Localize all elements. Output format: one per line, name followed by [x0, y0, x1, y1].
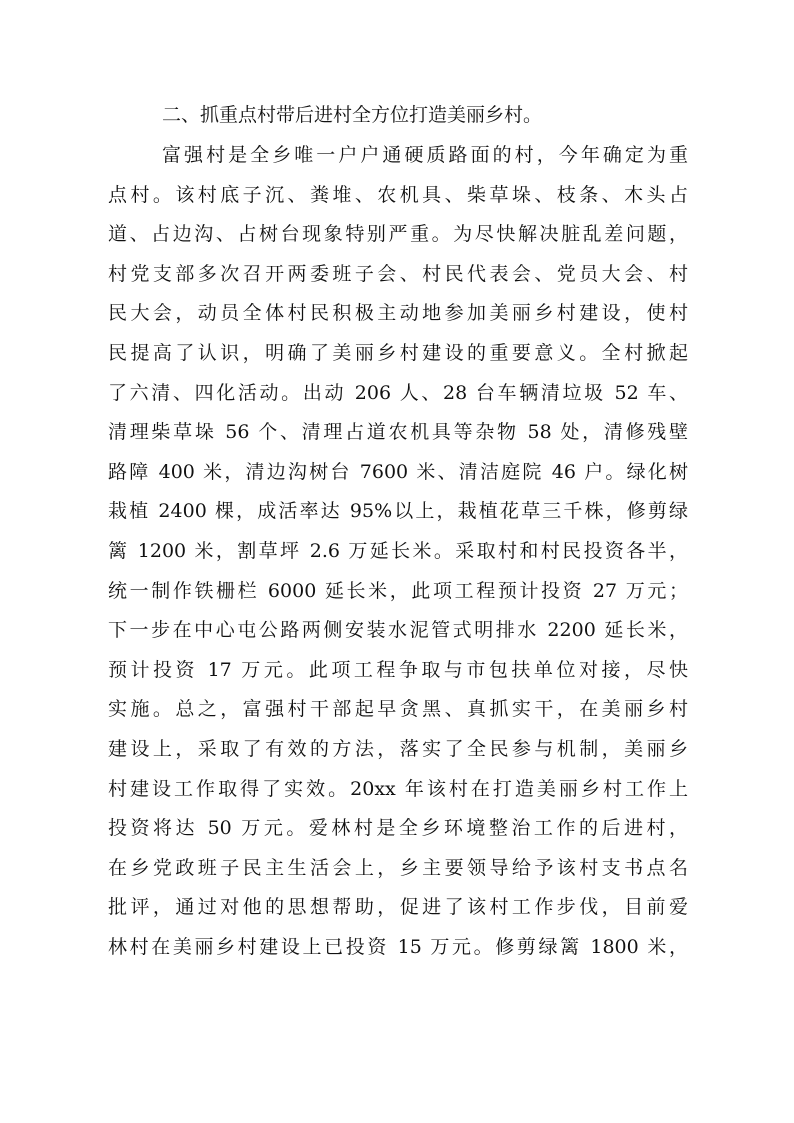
paragraph-line: 下一步在中心屯公路两侧安装水泥管式明排水 2200 延长米，: [108, 619, 688, 642]
paragraph-line: 投资将达 50 万元。爱林村是全乡环境整治工作的后进村，: [108, 817, 688, 840]
paragraph-line: 了六清、四化活动。出动 206 人、28 台车辆清垃圾 52 车、: [108, 381, 688, 404]
section-heading: 二、抓重点村带后进村全方位打造美丽乡村。: [162, 104, 543, 126]
paragraph-line: 篱 1200 米，割草坪 2.6 万延长米。采取村和村民投资各半，: [108, 539, 688, 562]
paragraph-line: 预计投资 17 万元。此项工程争取与市包扶单位对接，尽快: [108, 658, 688, 681]
paragraph-line: 民大会，动员全体村民积极主动地参加美丽乡村建设，使村: [108, 302, 688, 325]
paragraph-line: 建设上，采取了有效的方法，落实了全民参与机制，美丽乡: [108, 737, 688, 760]
paragraph-line: 栽植 2400 棵，成活率达 95%以上，栽植花草三千株，修剪绿: [108, 500, 688, 523]
paragraph-line: 路障 400 米，清边沟树台 7600 米、清洁庭院 46 户。绿化树: [108, 460, 688, 483]
paragraph-line: 民提高了认识，明确了美丽乡村建设的重要意义。全村掀起: [108, 341, 688, 364]
paragraph-line: 富强村是全乡唯一户户通硬质路面的村，今年确定为重: [162, 144, 688, 166]
paragraph-line: 点村。该村底子沉、粪堆、农机具、柴草垛、枝条、木头占: [108, 183, 688, 206]
paragraph-line: 统一制作铁栅栏 6000 延长米，此项工程预计投资 27 万元；: [108, 579, 688, 602]
paragraph-line: 村党支部多次召开两委班子会、村民代表会、党员大会、村: [108, 262, 688, 285]
paragraph-line: 林村在美丽乡村建设上已投资 15 万元。修剪绿篱 1800 米，: [108, 935, 688, 958]
paragraph-line: 道、占边沟、占树台现象特别严重。为尽快解决脏乱差问题，: [108, 223, 688, 246]
paragraph-line: 村建设工作取得了实效。20xx 年该村在打造美丽乡村工作上: [108, 777, 688, 800]
paragraph-line: 实施。总之，富强村干部起早贪黑、真抓实干，在美丽乡村: [108, 698, 688, 721]
paragraph-line: 在乡党政班子民主生活会上，乡主要领导给予该村支书点名: [108, 856, 688, 879]
document-body: [108, 95, 688, 967]
paragraph-line: 清理柴草垛 56 个、清理占道农机具等杂物 58 处，清修残壁: [108, 421, 688, 444]
paragraph-line: 批评，通过对他的思想帮助，促进了该村工作步伐，目前爱: [108, 896, 688, 919]
